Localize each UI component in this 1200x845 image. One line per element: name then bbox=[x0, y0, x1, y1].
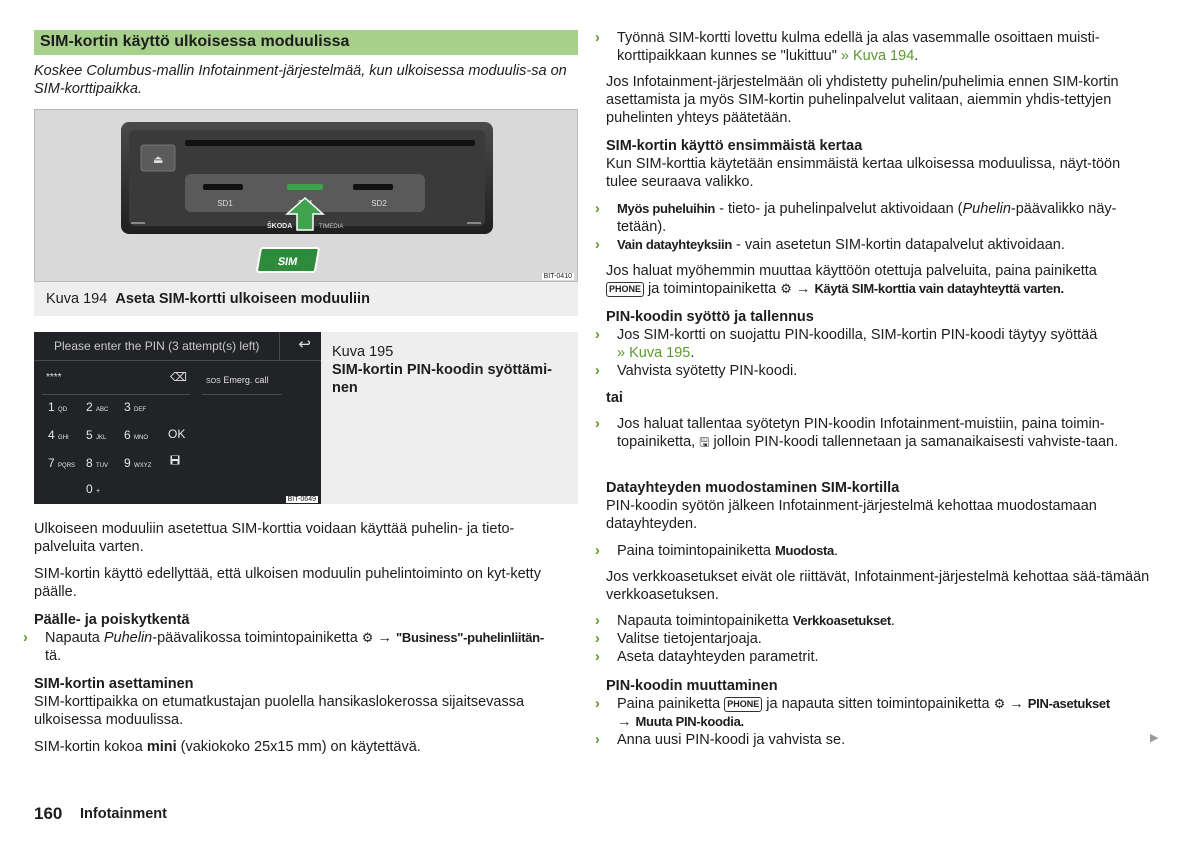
link-figure-195[interactable]: » Kuva 195 bbox=[617, 345, 691, 361]
key-3[interactable]: 3 DEF bbox=[124, 400, 147, 414]
figure-195-code: BIT-0649 bbox=[287, 496, 316, 503]
key-0[interactable]: 0 + bbox=[86, 482, 101, 496]
key-1[interactable]: 1 QD bbox=[48, 400, 68, 414]
bullet-pin-protected: › Jos SIM-kortti on suojattu PIN-koodilla, SIM-kortin PIN-koodi täytyy syöttää » Kuva 195. bbox=[606, 326, 1157, 362]
key-7[interactable]: 7 PQRS bbox=[48, 456, 76, 470]
bullet-set-parameters: › Aseta datayhteyden parametrit. bbox=[606, 648, 1157, 666]
bullet-insert-sim: › Työnnä SIM-kortti lovettu kulma edellä ja alas vasemmalle osoittaen muisti-korttipaikkaan kunnes se "lukittuu" » Kuva 194. bbox=[606, 29, 1157, 65]
back-icon[interactable]: ↩ bbox=[298, 335, 311, 353]
caption-194-title: Aseta SIM-kortti ulkoiseen moduuliin bbox=[115, 291, 370, 307]
emergency-call-label: Emerg. call bbox=[223, 375, 269, 385]
heading-first-use: SIM-kortin käyttö ensimmäistä kertaa bbox=[606, 138, 863, 154]
sim-card-label: SIM bbox=[276, 256, 299, 268]
heading-change-pin: PIN-koodin muuttaminen bbox=[606, 678, 778, 694]
left-paragraph-insert: SIM-korttipaikka on etumatkustajan puolella hansikaslokerossa sijaitsevassa ulkoisessa moduulissa. bbox=[34, 694, 525, 728]
intro-text: Koskee Columbus-mallin Infotainment-järjestelmää, kun ulkoisessa moduulis-sa on SIM-korttipaikka. bbox=[34, 63, 567, 97]
link-figure-194[interactable]: » Kuva 194 bbox=[840, 48, 915, 64]
key-4[interactable]: 4 GHI bbox=[48, 428, 69, 442]
bullet-new-pin: › Anna uusi PIN-koodi ja vahvista se. bbox=[606, 731, 1157, 749]
pin-input-value[interactable]: **** bbox=[46, 372, 62, 383]
bullet-save-pin: › Jos haluat tallentaa syötetyn PIN-koodin Infotainment-muistiin, paina toimin-topainiketta, 🖫 jolloin PIN-koodi tallennetaan ja samanaikaisesti vahviste-taan. bbox=[606, 415, 1157, 451]
page-number: 160 bbox=[34, 804, 63, 823]
gear-icon: ⚙ bbox=[780, 281, 792, 296]
figure-194-caption bbox=[34, 282, 578, 316]
external-module-illustration bbox=[35, 110, 577, 281]
pin-prompt: Please enter the PIN (3 attempt(s) left) bbox=[54, 339, 260, 353]
figure-195-pin-screen bbox=[34, 332, 321, 504]
left-paragraph-size: SIM-kortin kokoa mini (vakiokoko 25x15 mm) on käytettävä. bbox=[34, 739, 421, 755]
delete-icon[interactable]: ⌫ bbox=[170, 370, 187, 384]
heading-data-connection: Datayhteyden muodostaminen SIM-kortilla bbox=[606, 480, 900, 496]
right-paragraph-first: Kun SIM-korttia käytetään ensimmäistä kertaa ulkoisessa moduulissa, näyt-töön tulee seuraava valikko. bbox=[606, 156, 1121, 190]
heading-pin-entry: PIN-koodin syöttö ja tallennus bbox=[606, 309, 814, 325]
bullet-confirm-pin: › Vahvista syötetty PIN-koodi. bbox=[606, 362, 1157, 380]
or-label: tai bbox=[606, 390, 623, 406]
bullet-create: › Paina toimintopainiketta Muodosta. bbox=[606, 542, 1157, 560]
slot-label-sd2: SD2 bbox=[371, 199, 387, 208]
gear-icon: ⚙ bbox=[993, 696, 1006, 711]
key-6[interactable]: 6 MNO bbox=[124, 428, 149, 442]
bullet-network-settings: › Napauta toimintopainiketta Verkkoasetukset. bbox=[606, 612, 1157, 630]
key-9[interactable]: 9 WXYZ bbox=[124, 456, 152, 470]
figure-194 bbox=[34, 109, 578, 282]
caption-195-title: SIM-kortin PIN-koodin syöttämi-nen bbox=[332, 362, 552, 396]
caption-195-number: Kuva 195 bbox=[332, 344, 394, 360]
right-paragraph-later: Jos haluat myöhemmin muuttaa käyttöön otettuja palveluita, paina painiketta PHONE ja toimintopainiketta ⚙ → Käytä SIM-korttia vain datayhteyttä varten. bbox=[606, 263, 1097, 297]
pin-header bbox=[34, 332, 321, 361]
phone-key: PHONE bbox=[606, 282, 644, 297]
bullet-also-calls: › Myös puheluihin - tieto- ja puhelinpalvelut aktivoidaan (Puhelin-päävalikko näy-tetään). bbox=[606, 200, 1159, 236]
ok-button[interactable]: OK bbox=[168, 427, 186, 441]
slot-label-sd1: SD1 bbox=[217, 199, 233, 208]
save-icon[interactable] bbox=[170, 454, 180, 468]
bullet-change-pin: › Paina painiketta PHONE ja napauta sitten toimintopainiketta ⚙ → PIN-asetukset → Muuta PIN-koodia. bbox=[606, 695, 1162, 731]
next-page-icon: ▶ bbox=[1150, 732, 1159, 744]
phone-key: PHONE bbox=[724, 697, 762, 712]
heading-on-off: Päälle- ja poiskytkentä bbox=[34, 612, 190, 628]
save-icon: 🖫 bbox=[699, 435, 710, 449]
caption-194-number: Kuva 194 bbox=[46, 291, 108, 307]
key-2[interactable]: 2 ABC bbox=[86, 400, 109, 414]
right-paragraph-data: PIN-koodin syötön jälkeen Infotainment-järjestelmä kehottaa muodostamaan datayhteyden. bbox=[606, 498, 1097, 532]
bullet-on-off: › Napauta Puhelin-päävalikossa toimintopainiketta ⚙ → "Business"-puhelinliitän- tä. bbox=[34, 629, 589, 665]
figure-195-caption bbox=[321, 332, 578, 504]
heading-sim-insert: SIM-kortin asettaminen bbox=[34, 676, 194, 692]
figure-194-code: BIT-0410 bbox=[543, 273, 572, 280]
bullet-select-provider: › Valitse tietojentarjoaja. bbox=[606, 630, 1157, 648]
svg-text:⏏: ⏏ bbox=[153, 153, 164, 166]
right-paragraph-1: Jos Infotainment-järjestelmään oli yhdistetty puhelin/puhelimia ennen SIM-kortin asettamista ja myös SIM-kortin puhelinpalvelut valitaan, aiemmin yhdis-tettyjen puhelinten yhteys päätetään. bbox=[606, 74, 1119, 126]
brand-text: ŠKODA bbox=[267, 223, 293, 230]
left-paragraph-2: SIM-kortin käyttö edellyttää, että ulkoisen moduulin puhelintoiminto on kyt-ketty päälle. bbox=[34, 566, 541, 600]
bullet-data-only: › Vain datayhteyksiin - vain asetetun SIM-kortin datapalvelut aktivoidaan. bbox=[606, 236, 1159, 254]
right-paragraph-network: Jos verkkoasetukset eivät ole riittävät, Infotainment-järjestelmä kehottaa sää-tämään verkkoasetuksen. bbox=[606, 569, 1150, 603]
left-paragraph-1: Ulkoiseen moduuliin asetettua SIM-korttia voidaan käyttää puhelin- ja tieto-palveluita varten. bbox=[34, 521, 515, 555]
sos-label: SOS bbox=[206, 378, 221, 385]
key-5[interactable]: 5 JKL bbox=[86, 428, 107, 442]
section-title: SIM-kortin käyttö ulkoisessa moduulissa bbox=[34, 30, 578, 55]
chapter-label: Infotainment bbox=[80, 806, 167, 822]
brand-suffix: TIMEDIA bbox=[319, 224, 344, 230]
gear-icon: ⚙ bbox=[361, 630, 374, 645]
key-8[interactable]: 8 TUV bbox=[86, 456, 109, 470]
emergency-call-button[interactable] bbox=[206, 375, 268, 385]
